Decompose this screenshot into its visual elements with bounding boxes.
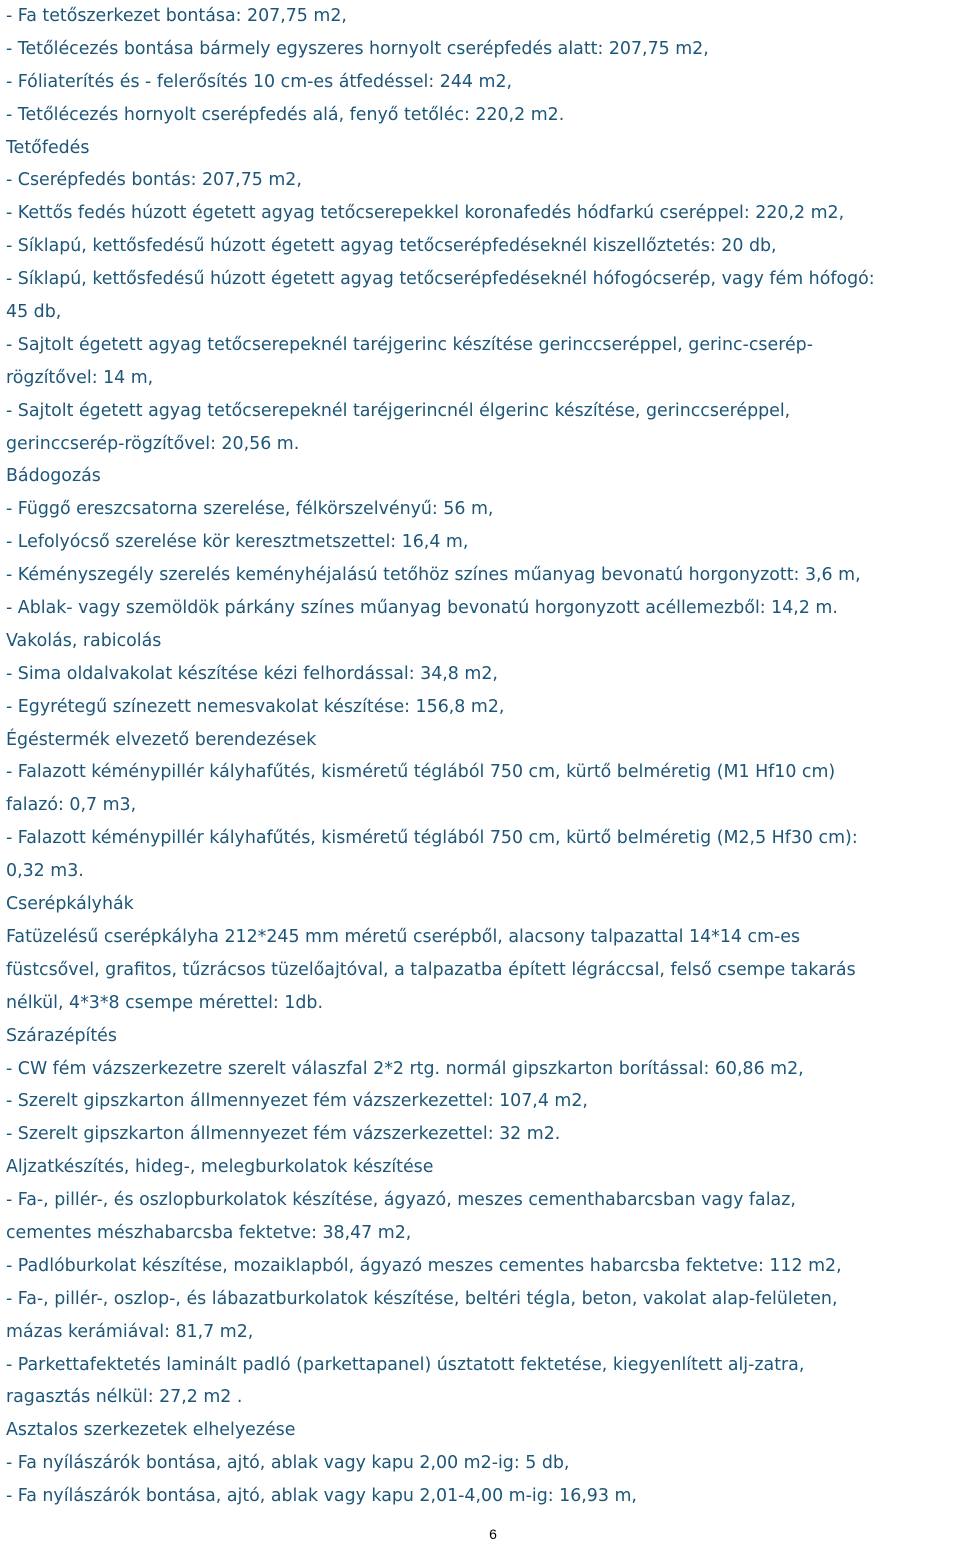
list-item-continuation: gerinccserép-rögzítővel: 20,56 m. [6, 433, 300, 454]
section-heading: Cserépkályhák [6, 894, 134, 915]
list-item: - Falazott kéménypillér kályhafűtés, kisméretű téglából 750 cm, kürtő belméretig (M2,5 Hf30 cm): [6, 828, 858, 849]
list-item-continuation: 0,32 m3. [6, 861, 84, 882]
list-item: - Lefolyócső szerelése kör keresztmetszettel: 16,4 m, [6, 532, 469, 553]
list-item: - Sajtolt égetett agyag tetőcserepeknél taréjgerinc készítése gerinccseréppel, gerinc-cserép- [6, 334, 813, 355]
paragraph-line: Fatüzelésű cserépkályha 212*245 mm méretű cserépből, alacsony talpazattal 14*14 cm-es [6, 926, 801, 947]
list-item: - Egyrétegű színezett nemesvakolat készítése: 156,8 m2, [6, 696, 505, 717]
list-item: - Tetőlécezés hornyolt cserépfedés alá, fenyő tetőléc: 220,2 m2. [6, 104, 565, 125]
list-item-continuation: mázas kerámiával: 81,7 m2, [6, 1321, 254, 1342]
list-item: - Fa-, pillér-, oszlop-, és lábazatburkolatok készítése, beltéri tégla, beton, vakolat alap-felületen, [6, 1288, 838, 1309]
section-heading: Szárazépítés [6, 1025, 117, 1046]
section-heading: Asztalos szerkezetek elhelyezése [6, 1420, 296, 1441]
section-heading: Tetőfedés [6, 137, 90, 158]
list-item: - CW fém vázszerkezetre szerelt válaszfal 2*2 rtg. normál gipszkarton borítással: 60,86 m2, [6, 1058, 804, 1079]
list-item: - Sajtolt égetett agyag tetőcserepeknél taréjgerincnél élgerinc készítése, gerinccseréppel, [6, 400, 791, 421]
document-body [6, 0, 956, 1513]
list-item: - Parkettafektetés laminált padló (parkettapanel) úsztatott fektetése, kiegyenlített alj-zatra, [6, 1354, 805, 1375]
list-item: - Kettős fedés húzott égetett agyag tetőcserepekkel koronafedés hódfarkú cseréppel: 220,2 m2, [6, 203, 845, 224]
list-item: - Fa nyílászárók bontása, ajtó, ablak vagy kapu 2,00 m2-ig: 5 db, [6, 1453, 570, 1474]
list-item-continuation: falazó: 0,7 m3, [6, 795, 137, 816]
list-item: - Függő ereszcsatorna szerelése, félkörszelvényű: 56 m, [6, 499, 494, 520]
list-item-continuation: 45 db, [6, 302, 62, 323]
list-item: - Fa tetőszerkezet bontása: 207,75 m2, [6, 6, 347, 26]
list-item-continuation: rögzítővel: 14 m, [6, 367, 154, 388]
list-item: - Sima oldalvakolat készítése kézi felhordással: 34,8 m2, [6, 663, 498, 684]
list-item: - Fa-, pillér-, és oszlopburkolatok készítése, ágyazó, meszes cementhabarcsban vagy falaz, [6, 1190, 796, 1211]
list-item: - Szerelt gipszkarton állmennyezet fém vázszerkezettel: 32 m2. [6, 1124, 561, 1145]
section-heading: Bádogozás [6, 466, 101, 487]
list-item-continuation: cementes mészhabarcsba fektetve: 38,47 m2, [6, 1222, 412, 1243]
list-item-continuation: ragasztás nélkül: 27,2 m2 . [6, 1387, 243, 1408]
section-heading: Vakolás, rabicolás [6, 630, 162, 651]
list-item: - Fa nyílászárók bontása, ajtó, ablak vagy kapu 2,01-4,00 m-ig: 16,93 m, [6, 1486, 637, 1507]
paragraph-line: füstcsővel, grafitos, tűzrácsos tüzelőajtóval, a talpazatba épített légráccsal, felső csempe takarás [6, 959, 856, 980]
list-item: - Fóliaterítés és - felerősítés 10 cm-es átfedéssel: 244 m2, [6, 71, 513, 92]
list-item: - Padlóburkolat készítése, mozaiklapból, ágyazó meszes cementes habarcsba fektetve: 112 m2, [6, 1255, 842, 1276]
list-item: - Falazott kéménypillér kályhafűtés, kisméretű téglából 750 cm, kürtő belméretig (M1 Hf10 cm) [6, 762, 836, 783]
paragraph-line: nélkül, 4*3*8 csempe mérettel: 1db. [6, 992, 323, 1013]
section-heading: Aljzatkészítés, hideg-, melegburkolatok készítése [6, 1157, 434, 1178]
list-item: - Kéményszegély szerelés keményhéjalású tetőhöz színes műanyag bevonatú horgonyzott: 3,6 m, [6, 565, 861, 586]
section-heading: Égéstermék elvezető berendezések [6, 729, 317, 750]
list-item: - Cserépfedés bontás: 207,75 m2, [6, 170, 302, 191]
list-item: - Síklapú, kettősfedésű húzott égetett agyag tetőcserépfedéseknél hófogócserép, vagy fém hófogó: [6, 269, 875, 290]
list-item: - Síklapú, kettősfedésű húzott égetett agyag tetőcserépfedéseknél kiszellőztetés: 20 db, [6, 236, 777, 257]
list-item: - Tetőlécezés bontása bármely egyszeres hornyolt cserépfedés alatt: 207,75 m2, [6, 38, 709, 59]
list-item: - Ablak- vagy szemöldök párkány színes műanyag bevonatú horgonyzott acéllemezből: 14,2 m. [6, 598, 838, 619]
page-number: 6 [489, 1526, 497, 1542]
list-item: - Szerelt gipszkarton állmennyezet fém vázszerkezettel: 107,4 m2, [6, 1091, 588, 1112]
